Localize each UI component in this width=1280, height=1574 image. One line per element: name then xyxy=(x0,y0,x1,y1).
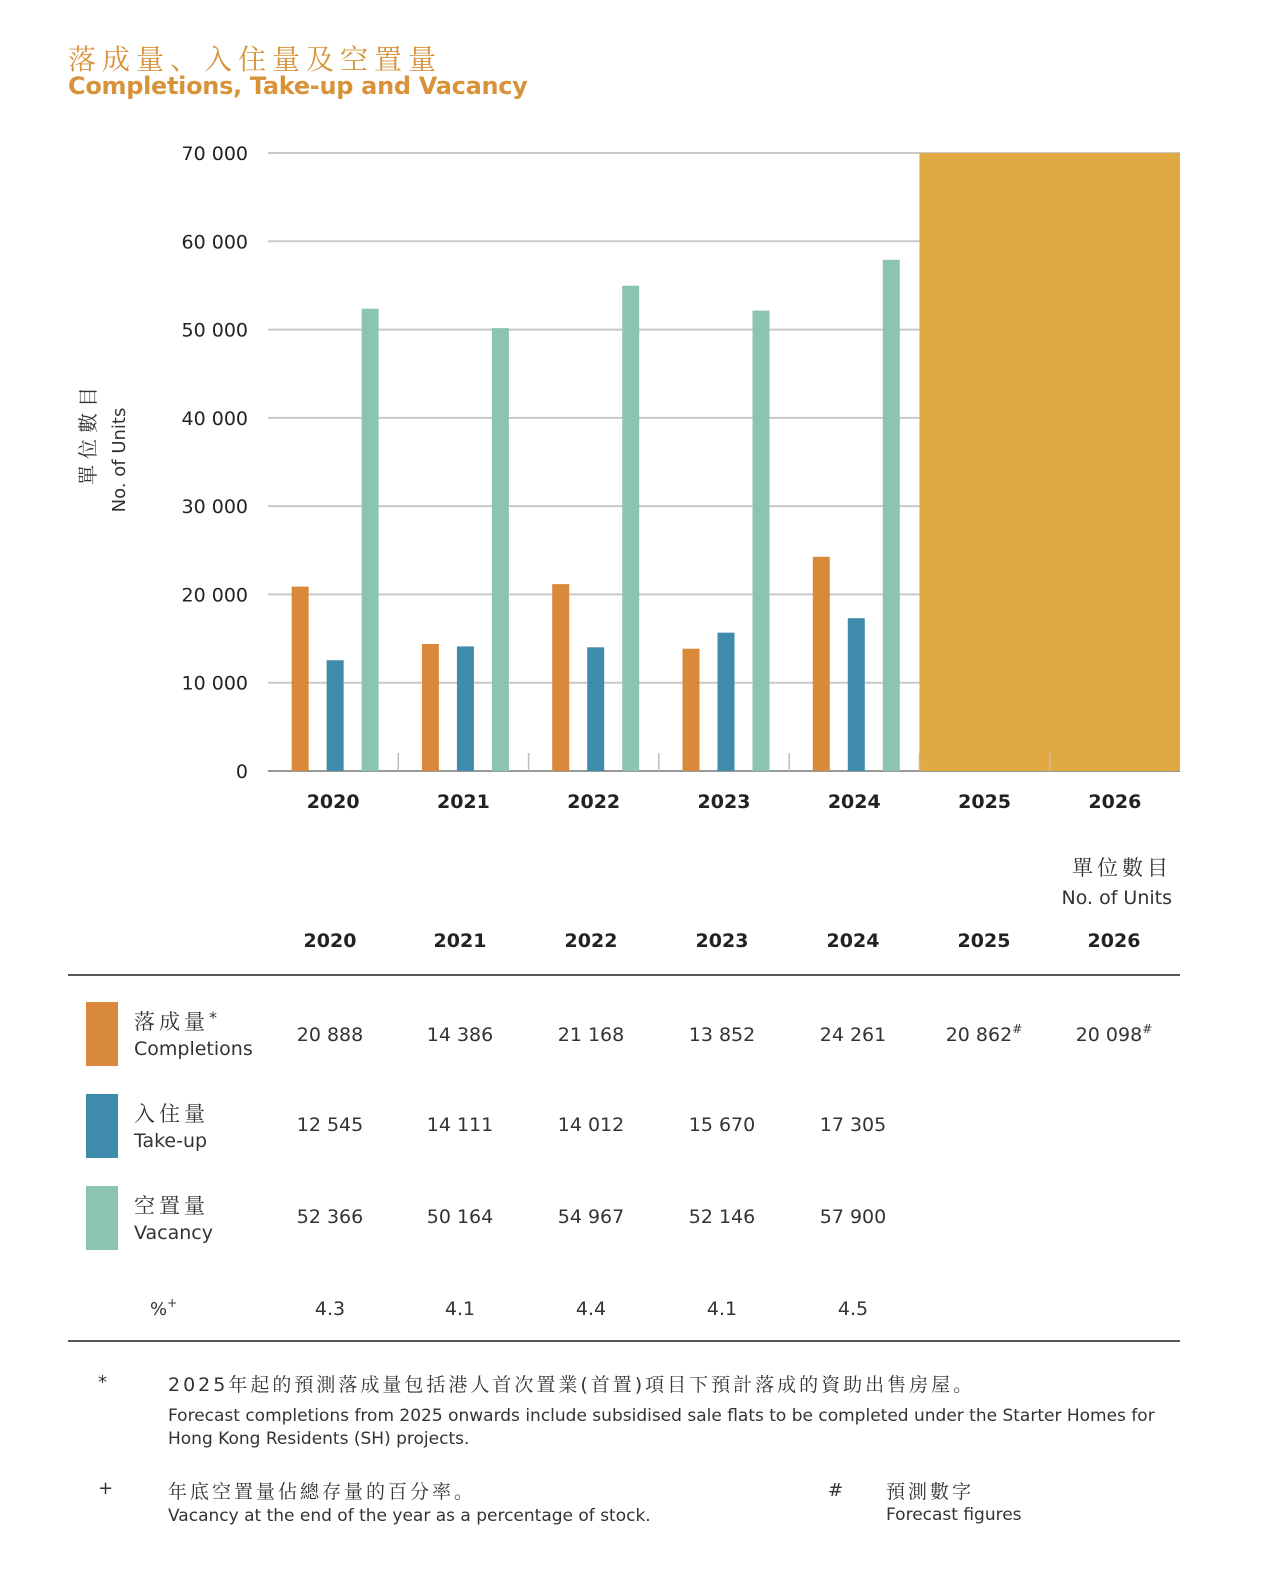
table-cell: 13 852 xyxy=(688,1024,756,1046)
bar xyxy=(292,587,309,771)
table-year-header xyxy=(0,930,1280,960)
y-tick-label: 70 000 xyxy=(181,143,248,165)
percent-label: %+ xyxy=(150,1296,178,1320)
row-label-en: Vacancy xyxy=(134,1222,213,1244)
y-tick-label: 20 000 xyxy=(181,584,248,607)
chart-title-en: Completions, Take-up and Vacancy xyxy=(68,72,528,100)
x-tick-label: 2024 xyxy=(827,791,881,813)
table-cell: 57 900 xyxy=(819,1206,887,1228)
bar xyxy=(362,309,379,771)
table-cell: 50 164 xyxy=(426,1206,494,1228)
y-axis-label-zh: 單位數目 xyxy=(76,381,100,485)
take-up-swatch xyxy=(86,1094,118,1158)
table-cell: 14 111 xyxy=(426,1114,494,1136)
table-year: 2026 xyxy=(1087,930,1141,952)
bar xyxy=(622,286,639,771)
note-text-zh: 年底空置量佔總存量的百分率。 xyxy=(168,1481,477,1503)
note-text-zh: 預測數字 xyxy=(886,1481,975,1503)
y-tick-label: 30 000 xyxy=(181,496,248,519)
note-mark: + xyxy=(98,1478,114,1499)
note-text-zh: 2025年起的預測落成量包括港人首次置業(首置)項目下預計落成的資助出售房屋。 xyxy=(168,1374,976,1396)
table-cell: 17 305 xyxy=(819,1114,887,1136)
table-cell: 20 888 xyxy=(296,1024,364,1046)
bar xyxy=(753,311,770,771)
row-label-en: Take-up xyxy=(134,1130,208,1152)
table-cell: 4.4 xyxy=(575,1298,607,1320)
bar xyxy=(813,557,830,771)
y-tick-label: 60 000 xyxy=(181,231,248,254)
table-year: 2020 xyxy=(303,930,357,952)
bar-chart xyxy=(0,110,1280,830)
completions-swatch xyxy=(86,1002,118,1066)
table-cell: 14 012 xyxy=(557,1114,625,1136)
table-cell: 52 146 xyxy=(688,1206,756,1228)
x-tick-label: 2022 xyxy=(567,791,621,813)
bar xyxy=(587,647,604,771)
y-tick-label: 40 000 xyxy=(181,407,248,430)
table-cell: 14 386 xyxy=(426,1024,494,1046)
table-year: 2021 xyxy=(433,930,487,952)
row-label-zh: 入住量 xyxy=(134,1102,209,1126)
table-top-rule xyxy=(68,974,1180,976)
table-year: 2023 xyxy=(695,930,749,952)
table-year: 2025 xyxy=(957,930,1011,952)
row-label-zh: 空置量 xyxy=(134,1194,209,1218)
table-cell: 4.1 xyxy=(444,1298,476,1320)
table-units-label-en: No. of Units xyxy=(1061,887,1172,909)
table-cell: 4.5 xyxy=(837,1298,869,1320)
note-text-en: Forecast figures xyxy=(886,1505,1022,1525)
table-cell: 21 168 xyxy=(557,1024,625,1046)
table-cell: 24 261 xyxy=(819,1024,887,1046)
vacancy-swatch xyxy=(86,1186,118,1250)
bar xyxy=(848,618,865,771)
table-cell: 15 670 xyxy=(688,1114,756,1136)
table-cell: 54 967 xyxy=(557,1206,625,1228)
note-text-en: Vacancy at the end of the year as a percentage of stock. xyxy=(168,1506,651,1526)
note-mark: # xyxy=(828,1480,844,1501)
x-tick-label: 2026 xyxy=(1088,791,1142,813)
table-cell: 20 098# xyxy=(1075,1022,1153,1046)
table-year: 2022 xyxy=(564,930,618,952)
row-label-en: Completions xyxy=(134,1038,253,1060)
y-tick-label: 0 xyxy=(235,761,248,783)
bar xyxy=(552,584,569,771)
y-tick-label: 10 000 xyxy=(181,672,248,695)
x-tick-label: 2023 xyxy=(697,791,751,813)
x-tick-label: 2021 xyxy=(436,791,490,813)
table-year: 2024 xyxy=(826,930,880,952)
x-tick-label: 2025 xyxy=(958,791,1012,813)
bar xyxy=(422,644,439,771)
table-bottom-rule xyxy=(68,1340,1180,1342)
x-tick-label: 2020 xyxy=(306,791,360,813)
chart-title-zh: 落成量、入住量及空置量 xyxy=(68,43,443,76)
bar xyxy=(883,260,900,771)
table-units-label-zh: 單位數目 xyxy=(1072,856,1172,880)
bar xyxy=(683,649,700,771)
table-cell: 4.3 xyxy=(314,1298,346,1320)
bar xyxy=(327,660,344,771)
bar xyxy=(718,633,735,771)
note-text-en: Forecast completions from 2025 onwards include subsidised sale flats to be completed under the Starter Homes for Hong Kong Residents (SH) projects. xyxy=(168,1406,1155,1449)
y-tick-label: 50 000 xyxy=(181,319,248,342)
note-mark: * xyxy=(98,1372,107,1393)
bar xyxy=(492,328,509,771)
y-axis-label-en: No. of Units xyxy=(109,407,130,513)
table-cell: 52 366 xyxy=(296,1206,364,1228)
table-cell: 12 545 xyxy=(296,1114,364,1136)
table-cell: 20 862# xyxy=(945,1022,1023,1046)
forecast-band xyxy=(919,153,1180,771)
row-label-zh: 落成量* xyxy=(134,1008,217,1034)
table-cell: 4.1 xyxy=(706,1298,738,1320)
bar xyxy=(457,646,474,771)
